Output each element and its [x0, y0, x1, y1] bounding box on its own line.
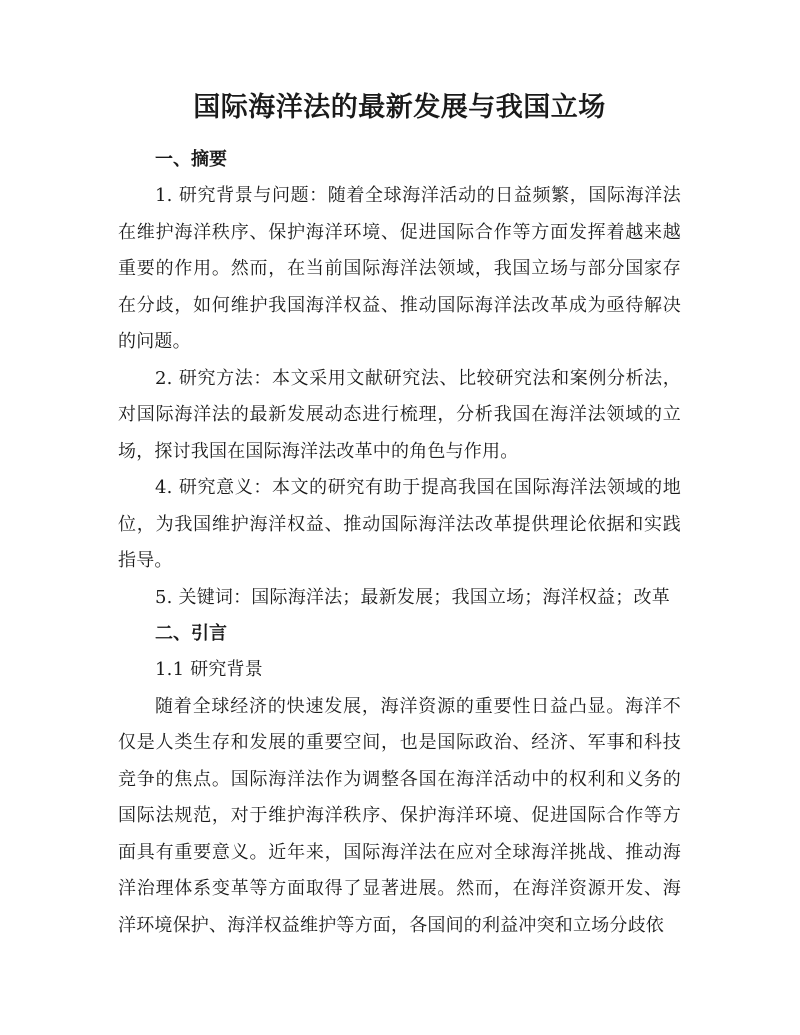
document-page — [118, 88, 681, 944]
abstract-paragraph-methods: 2. 研究方法：本文采用文献研究法、比较研究法和案例分析法，对国际海洋法的最新发展动态进行梳理，分析我国在海洋法领域的立场，探讨我国在国际海洋法改革中的角色与作用。 — [118, 367, 681, 462]
document-title: 国际海洋法的最新发展与我国立场 — [193, 92, 606, 123]
section-heading-introduction: 二、引言 — [155, 623, 227, 644]
introduction-paragraph: 随着全球经济的快速发展，海洋资源的重要性日益凸显。海洋不仅是人类生存和发展的重要空间，也是国际政治、经济、军事和科技竞争的焦点。国际海洋法作为调整各国在海洋活动中的权利和义务的国际法规范，对于维护海洋秩序、保护海洋环境、促进国际合作等方面具有重要意义。近年来，国际海洋法在应对全球海洋挑战、推动海洋治理体系变革等方面取得了显著进展。然而，在海洋资源开发、海洋环境保护、海洋权益维护等方面，各国间的利益冲突和立场分歧依 — [118, 695, 681, 936]
section-heading-abstract: 一、摘要 — [155, 149, 227, 170]
section-abstract — [118, 142, 681, 616]
abstract-paragraph-background: 1. 研究背景与问题：随着全球海洋活动的日益频繁，国际海洋法在维护海洋秩序、保护海洋环境、促进国际合作等方面发挥着越来越重要的作用。然而，在当前国际海洋法领域，我国立场与部分国家存在分歧，如何维护我国海洋权益、推动国际海洋法改革成为亟待解决的问题。 — [118, 185, 681, 352]
subsection-heading-background: 1.1 研究背景 — [155, 659, 263, 680]
abstract-paragraph-significance: 4. 研究意义：本文的研究有助于提高我国在国际海洋法领域的地位，为我国维护海洋权益、推动国际海洋法改革提供理论依据和实践指导。 — [118, 477, 681, 571]
section-introduction — [118, 616, 681, 944]
abstract-paragraph-keywords: 5. 关键词：国际海洋法；最新发展；我国立场；海洋权益；改革 — [155, 586, 670, 608]
